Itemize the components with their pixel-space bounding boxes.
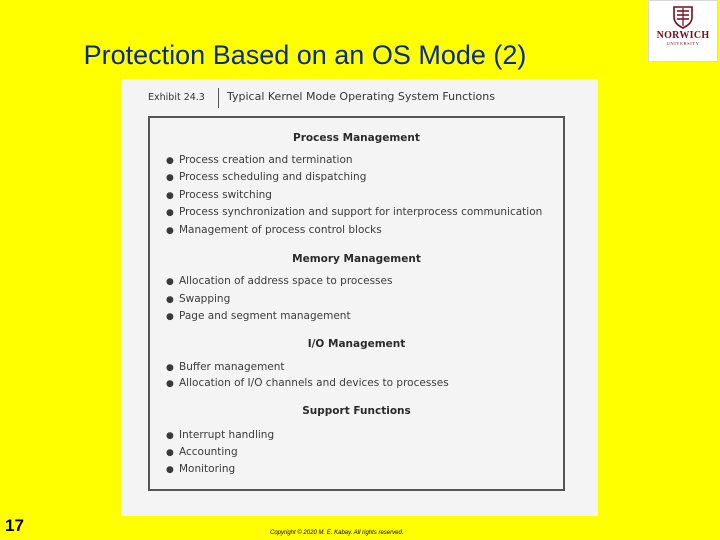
- list-item: ● Allocation of I/O channels and devices to processes: [166, 377, 449, 389]
- bullet-icon: ●: [166, 379, 174, 389]
- logo-subtitle: UNIVERSITY: [666, 41, 700, 46]
- list-item: ● Buffer management: [166, 361, 285, 373]
- exhibit-figure: [121, 79, 598, 516]
- copyright-notice: Copyright © 2020 M. E. Kabay. All rights reserved.: [270, 530, 404, 536]
- bullet-icon: ●: [166, 431, 174, 441]
- exhibit-label: Exhibit 24.3: [148, 92, 205, 103]
- section-heading-process-management: Process Management: [293, 132, 420, 144]
- section-heading-memory-management: Memory Management: [292, 253, 421, 265]
- exhibit-title: Typical Kernel Mode Operating System Functions: [227, 90, 495, 103]
- bullet-icon: ●: [166, 156, 174, 166]
- university-shield-icon: [672, 5, 694, 29]
- section-heading-io-management: I/O Management: [307, 338, 406, 350]
- list-item: ● Management of process control blocks: [166, 224, 382, 236]
- bullet-icon: ●: [166, 363, 174, 373]
- slide-title: Protection Based on an OS Mode (2): [83, 40, 527, 70]
- bullet-icon: ●: [166, 173, 174, 183]
- bullet-icon: ●: [166, 295, 174, 305]
- list-item: ● Allocation of address space to processes: [166, 275, 393, 287]
- exhibit-frame: [148, 116, 565, 491]
- list-item: ● Process synchronization and support for interprocess communication: [166, 206, 543, 218]
- list-item: ● Process scheduling and dispatching: [166, 171, 367, 183]
- bullet-icon: ●: [166, 226, 174, 236]
- exhibit-divider: [218, 88, 219, 108]
- list-item: ● Process creation and termination: [166, 154, 353, 166]
- bullet-icon: ●: [166, 277, 174, 287]
- list-item: ● Page and segment management: [166, 310, 351, 322]
- list-item: ● Monitoring: [166, 463, 236, 475]
- list-item: ● Accounting: [166, 446, 238, 458]
- slide-number: 17: [5, 516, 24, 535]
- bullet-icon: ●: [166, 465, 174, 475]
- section-heading-support-functions: Support Functions: [302, 405, 411, 417]
- bullet-icon: ●: [166, 312, 174, 322]
- university-logo: [648, 0, 718, 62]
- bullet-icon: ●: [166, 208, 174, 218]
- list-item: ● Process switching: [166, 189, 272, 201]
- bullet-icon: ●: [166, 448, 174, 458]
- list-item: ● Interrupt handling: [166, 429, 275, 441]
- bullet-icon: ●: [166, 191, 174, 201]
- list-item: ● Swapping: [166, 293, 231, 305]
- logo-name: NORWICH: [656, 30, 710, 41]
